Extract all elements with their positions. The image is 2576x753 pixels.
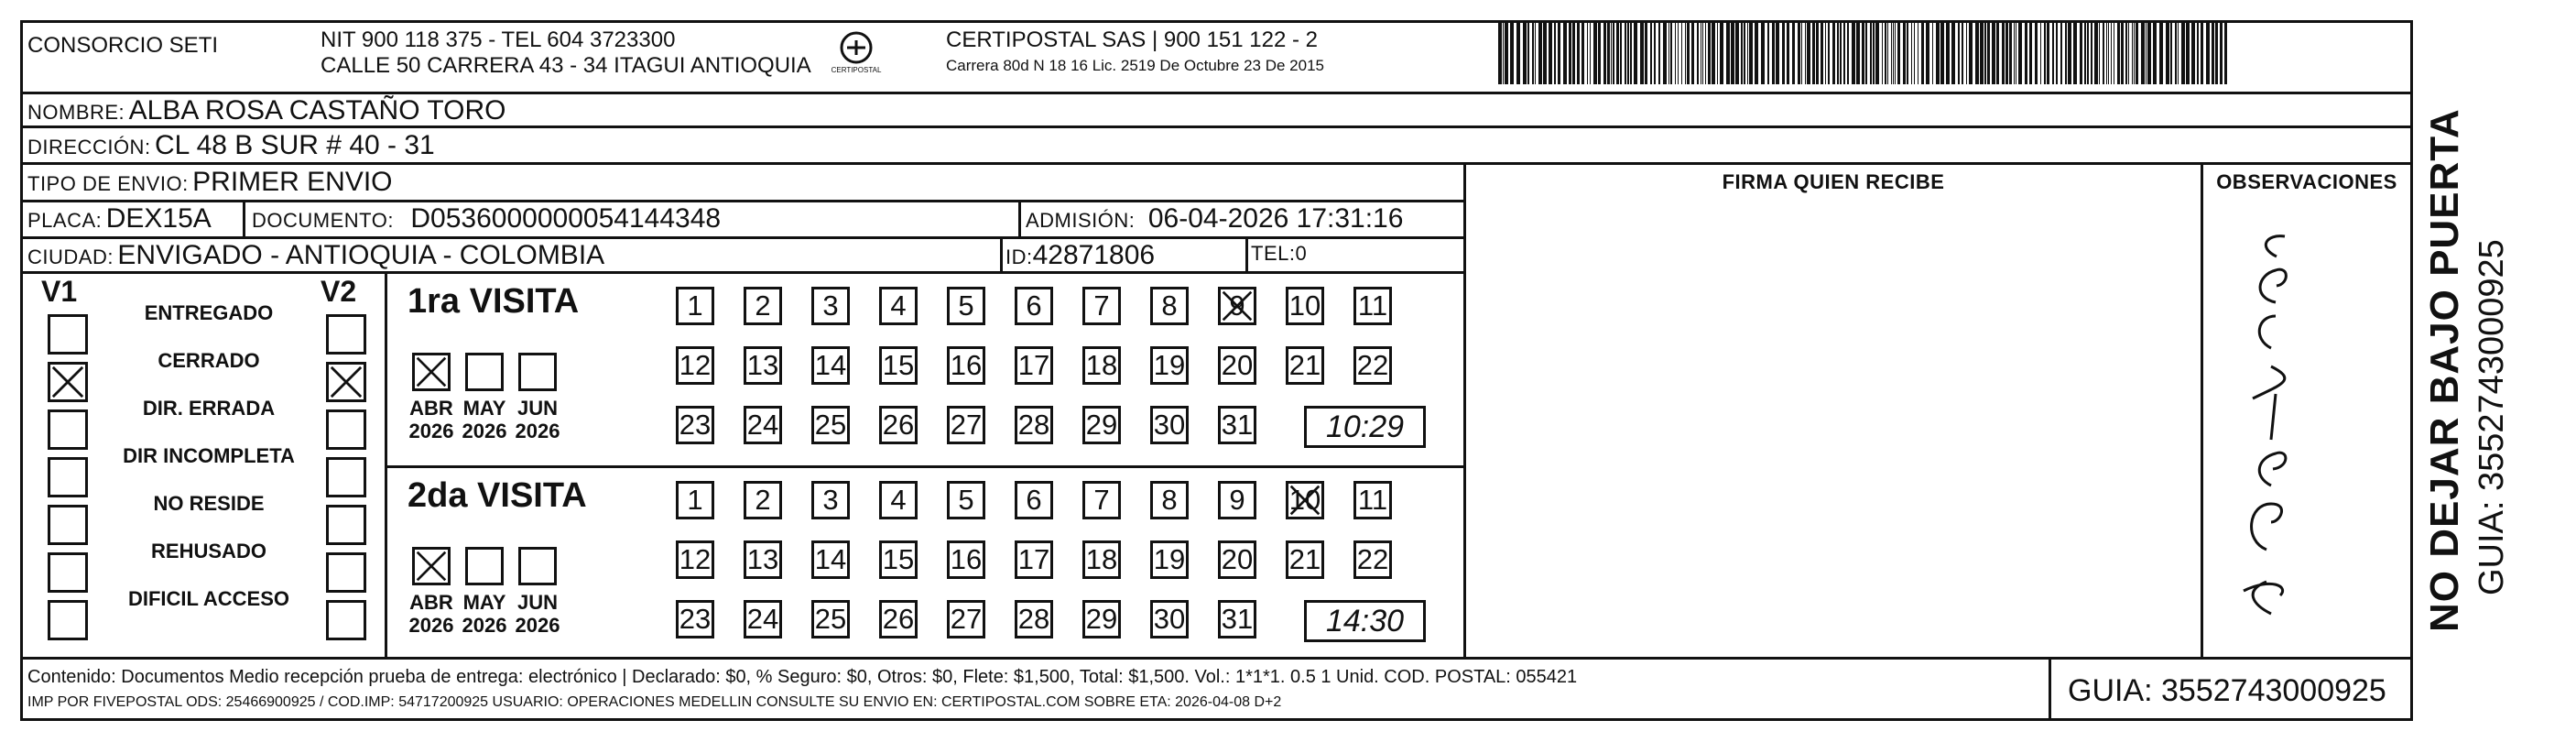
day-box[interactable] — [1218, 287, 1256, 325]
day-box[interactable] — [1218, 481, 1256, 519]
day-number: 31 — [1221, 603, 1254, 635]
status-label: NO RESIDE — [153, 492, 265, 515]
day-number: 15 — [882, 543, 915, 575]
day-box[interactable] — [879, 346, 918, 385]
day-number: 2 — [755, 289, 771, 322]
day-number: 11 — [1357, 484, 1388, 516]
status-label: REHUSADO — [151, 540, 266, 562]
day-number: 21 — [1288, 543, 1321, 575]
day-box[interactable] — [947, 287, 985, 325]
day-number: 1 — [687, 484, 703, 516]
day-number: 1 — [687, 289, 703, 322]
day-box[interactable] — [811, 600, 850, 638]
visit-time: 14:30 — [1325, 603, 1405, 638]
day-box[interactable] — [879, 406, 918, 444]
status-label: DIR INCOMPLETA — [123, 444, 295, 467]
documento-value: D0536000000054144348 — [410, 203, 722, 234]
day-number: 2 — [755, 484, 771, 516]
status-v1-checkbox[interactable] — [48, 457, 88, 497]
visit-year-label: 2026 — [515, 614, 560, 637]
day-number: 30 — [1153, 603, 1186, 635]
status-label: CERRADO — [158, 349, 260, 372]
day-box[interactable] — [676, 406, 714, 444]
day-number: 26 — [882, 409, 915, 441]
day-number: 28 — [1017, 603, 1050, 635]
logo-text: CERTIPOSTAL — [831, 66, 882, 74]
day-number: 20 — [1221, 349, 1254, 381]
day-number: 29 — [1085, 409, 1118, 441]
day-number: 24 — [746, 603, 779, 635]
day-box[interactable] — [744, 287, 782, 325]
day-number: 23 — [679, 409, 712, 441]
visit-title: 2da VISITA — [408, 476, 587, 515]
day-number: 10 — [1288, 289, 1321, 322]
certipostal-line1: CERTIPOSTAL SAS | 900 151 122 - 2 — [946, 27, 1318, 52]
tipo-envio-row — [27, 167, 393, 198]
day-number: 27 — [950, 409, 983, 441]
ciudad-value: ENVIGADO - ANTIOQUIA - COLOMBIA — [117, 240, 605, 270]
direccion-value: CL 48 B SUR # 40 - 31 — [155, 130, 435, 160]
day-number: 29 — [1085, 603, 1118, 635]
day-box[interactable] — [676, 540, 714, 579]
visit-year-label: 2026 — [408, 420, 454, 442]
tipo-envio-value: PRIMER ENVIO — [192, 167, 393, 197]
observaciones-header: OBSERVACIONES — [2216, 170, 2397, 193]
day-box[interactable] — [744, 600, 782, 638]
day-box[interactable] — [1082, 600, 1121, 638]
day-box[interactable] — [947, 481, 985, 519]
id-label: ID: — [1005, 246, 1033, 268]
day-box[interactable] — [744, 406, 782, 444]
day-number: 24 — [746, 409, 779, 441]
visit-month-checkbox[interactable] — [465, 353, 504, 391]
day-box[interactable] — [1353, 481, 1392, 519]
status-label: DIR. ERRADA — [142, 397, 276, 420]
day-box[interactable] — [879, 540, 918, 579]
day-box[interactable] — [1218, 600, 1256, 638]
day-box[interactable] — [1286, 346, 1324, 385]
day-number: 15 — [882, 349, 915, 381]
status-v1-checkbox[interactable] — [48, 505, 88, 545]
day-number: 8 — [1161, 289, 1178, 322]
day-box[interactable] — [676, 346, 714, 385]
day-number: 26 — [882, 603, 915, 635]
status-v2-checkbox[interactable] — [326, 600, 366, 640]
nombre-value: ALBA ROSA CASTAÑO TORO — [128, 95, 506, 126]
day-number: 11 — [1357, 289, 1388, 322]
day-box[interactable] — [1353, 540, 1392, 579]
status-v2-checkbox[interactable] — [326, 409, 366, 450]
day-number: 19 — [1153, 349, 1186, 381]
placa-label: PLACA: — [27, 209, 103, 232]
day-box[interactable] — [744, 481, 782, 519]
day-number: 18 — [1085, 543, 1118, 575]
day-number: 4 — [890, 289, 907, 322]
day-box[interactable] — [1150, 287, 1189, 325]
no-dejar-notice: NO DEJAR BAJO PUERTA — [2422, 108, 2467, 632]
day-number: 3 — [822, 484, 839, 516]
day-box[interactable] — [676, 481, 714, 519]
day-number: 20 — [1221, 543, 1254, 575]
day-number: 17 — [1017, 543, 1050, 575]
day-number: 5 — [958, 289, 974, 322]
day-box[interactable] — [811, 346, 850, 385]
day-box[interactable] — [744, 540, 782, 579]
day-box[interactable] — [1286, 287, 1324, 325]
day-box[interactable] — [811, 481, 850, 519]
day-number: 6 — [1026, 484, 1042, 516]
day-number: 30 — [1153, 409, 1186, 441]
day-box[interactable] — [947, 600, 985, 638]
status-v1-checkbox[interactable] — [48, 314, 88, 355]
nit-line: NIT 900 118 375 - TEL 604 3723300 — [321, 27, 676, 52]
visit-month-checkbox[interactable] — [518, 353, 557, 391]
day-number: 12 — [679, 349, 712, 381]
id-row — [1005, 240, 1155, 271]
day-number: 8 — [1161, 484, 1178, 516]
day-number: 22 — [1356, 543, 1389, 575]
company-name: CONSORCIO SETI — [27, 33, 219, 58]
day-box[interactable] — [1353, 287, 1392, 325]
status-v1-checkbox[interactable] — [48, 409, 88, 450]
nombre-row — [27, 95, 505, 126]
documento-label: DOCUMENTO: — [252, 209, 394, 232]
day-box[interactable] — [1286, 540, 1324, 579]
status-v2-checkbox[interactable] — [326, 505, 366, 545]
visit-month-label: ABR — [409, 397, 453, 420]
visit-title: 1ra VISITA — [408, 282, 580, 321]
side-guia: GUIA: 3552743000925 — [2473, 239, 2511, 595]
visit-month-label: MAY — [462, 397, 506, 420]
visit-time-box[interactable] — [1304, 600, 1426, 642]
visit-month-label: MAY — [462, 591, 506, 614]
visit-month-label: JUN — [516, 397, 558, 420]
placa-row — [27, 203, 212, 235]
day-box[interactable] — [676, 600, 714, 638]
day-box[interactable] — [1150, 600, 1189, 638]
status-v1-checkbox[interactable] — [48, 600, 88, 640]
day-number: 13 — [746, 349, 779, 381]
status-v1-checkbox[interactable] — [48, 552, 88, 593]
day-box[interactable] — [1082, 287, 1121, 325]
address-line: CALLE 50 CARRERA 43 - 34 ITAGUI ANTIOQUIA — [321, 53, 811, 78]
day-box[interactable] — [811, 540, 850, 579]
day-number: 9 — [1229, 289, 1245, 322]
certipostal-line2: Carrera 80d N 18 16 Lic. 2519 De Octubre 23 De 2015 — [946, 57, 1324, 74]
day-number: 3 — [822, 289, 839, 322]
visit-year-label: 2026 — [408, 614, 454, 637]
day-number: 5 — [958, 484, 974, 516]
documento-row — [252, 203, 721, 235]
tel-value: 0 — [1295, 242, 1308, 265]
day-box[interactable] — [1150, 481, 1189, 519]
day-box[interactable] — [1082, 481, 1121, 519]
day-number: 18 — [1085, 349, 1118, 381]
day-number: 13 — [746, 543, 779, 575]
day-box[interactable] — [1015, 406, 1053, 444]
id-value: 42871806 — [1032, 240, 1156, 270]
day-box[interactable] — [676, 287, 714, 325]
day-box[interactable] — [1015, 540, 1053, 579]
day-box[interactable] — [1286, 481, 1324, 519]
direccion-row — [27, 130, 435, 161]
day-number: 27 — [950, 603, 983, 635]
visit-month-label: ABR — [409, 591, 453, 614]
day-number: 22 — [1356, 349, 1389, 381]
day-box[interactable] — [1218, 346, 1256, 385]
day-number: 17 — [1017, 349, 1050, 381]
day-number: 14 — [814, 349, 847, 381]
status-v1-checkbox[interactable] — [48, 362, 88, 402]
tel-row — [1251, 242, 1307, 266]
admision-label: ADMISIÓN: — [1026, 209, 1136, 232]
day-box[interactable] — [1353, 346, 1392, 385]
admision-value: 06-04-2026 17:31:16 — [1147, 203, 1404, 234]
day-number: 6 — [1026, 289, 1042, 322]
day-box[interactable] — [811, 406, 850, 444]
visit-month-checkbox[interactable] — [518, 547, 557, 585]
direccion-label: DIRECCIÓN: — [27, 136, 151, 158]
day-box[interactable] — [1218, 540, 1256, 579]
day-box[interactable] — [947, 540, 985, 579]
day-number: 7 — [1093, 484, 1110, 516]
day-cross-mark — [1221, 289, 1254, 322]
visit-month-checkbox[interactable] — [465, 547, 504, 585]
day-box[interactable] — [1150, 406, 1189, 444]
visit-time: 10:29 — [1325, 409, 1405, 444]
day-number: 23 — [679, 603, 712, 635]
day-box[interactable] — [1150, 540, 1189, 579]
day-number: 25 — [814, 603, 847, 635]
day-box[interactable] — [1015, 481, 1053, 519]
day-number: 31 — [1221, 409, 1254, 441]
status-label: DIFICIL ACCESO — [127, 587, 289, 610]
day-box[interactable] — [1150, 346, 1189, 385]
day-box[interactable] — [1015, 346, 1053, 385]
day-number: 12 — [679, 543, 712, 575]
visit-month-checkbox[interactable] — [412, 353, 451, 391]
status-label: ENTREGADO — [144, 301, 274, 324]
tel-label: TEL: — [1251, 242, 1296, 265]
status-v2-checkbox[interactable] — [326, 314, 366, 355]
day-number: 16 — [950, 543, 983, 575]
day-number: 21 — [1288, 349, 1321, 381]
day-box[interactable] — [1218, 406, 1256, 444]
status-v2-checkbox[interactable] — [326, 552, 366, 593]
day-box[interactable] — [1082, 406, 1121, 444]
footer-content-line: Contenido: Documentos Medio recepción prueba de entrega: electrónico | Declarado: $0, % Seguro: $0, Otros: $0, Flete: $1,500, Total: $1,500. Vol.: 1*1*1. 0.5 1 Unid. COD. POSTAL: 055421 — [27, 667, 1578, 687]
nombre-label: NOMBRE: — [27, 101, 125, 124]
day-number: 19 — [1153, 543, 1186, 575]
firma-header: FIRMA QUIEN RECIBE — [1722, 170, 1945, 193]
day-number: 7 — [1093, 289, 1110, 322]
day-cross-mark — [1288, 484, 1321, 517]
day-number: 10 — [1288, 484, 1321, 516]
day-box[interactable] — [947, 346, 985, 385]
day-number: 14 — [814, 543, 847, 575]
visit-time-box[interactable] — [1304, 406, 1426, 448]
admision-row — [1026, 203, 1403, 235]
day-number: 9 — [1229, 484, 1245, 516]
status-v2-checkbox[interactable] — [326, 362, 366, 402]
day-box[interactable] — [879, 481, 918, 519]
recipient-signature — [2216, 229, 2326, 632]
visit-year-label: 2026 — [462, 614, 507, 637]
visit-year-label: 2026 — [515, 420, 560, 442]
ciudad-row — [27, 240, 604, 271]
footer-guia: GUIA: 3552743000925 — [2068, 673, 2386, 708]
day-box[interactable] — [744, 346, 782, 385]
day-number: 28 — [1017, 409, 1050, 441]
footer-imp-line: IMP POR FIVEPOSTAL ODS: 25466900925 / COD.IMP: 54717200925 USUARIO: OPERACIONES MEDELLIN CONSULTE SU ENVIO EN: CERTIPOSTAL.COM SOBRE ETA: 2026-04-08 D+2 — [27, 694, 1282, 710]
day-box[interactable] — [1015, 600, 1053, 638]
status-v2-checkbox[interactable] — [326, 457, 366, 497]
tipo-envio-label: TIPO DE ENVIO: — [27, 172, 189, 195]
day-box[interactable] — [1015, 287, 1053, 325]
day-box[interactable] — [811, 287, 850, 325]
day-box[interactable] — [1082, 346, 1121, 385]
v2-label: V2 — [321, 275, 357, 308]
v1-label: V1 — [41, 275, 78, 308]
visit-month-label: JUN — [516, 591, 558, 614]
visit-year-label: 2026 — [462, 420, 507, 442]
placa-value: DEX15A — [105, 203, 212, 234]
day-box[interactable] — [947, 406, 985, 444]
day-number: 4 — [890, 484, 907, 516]
visit-month-checkbox[interactable] — [412, 547, 451, 585]
ciudad-label: CIUDAD: — [27, 246, 114, 268]
day-box[interactable] — [879, 600, 918, 638]
day-box[interactable] — [1082, 540, 1121, 579]
day-number: 25 — [814, 409, 847, 441]
day-number: 16 — [950, 349, 983, 381]
day-box[interactable] — [879, 287, 918, 325]
